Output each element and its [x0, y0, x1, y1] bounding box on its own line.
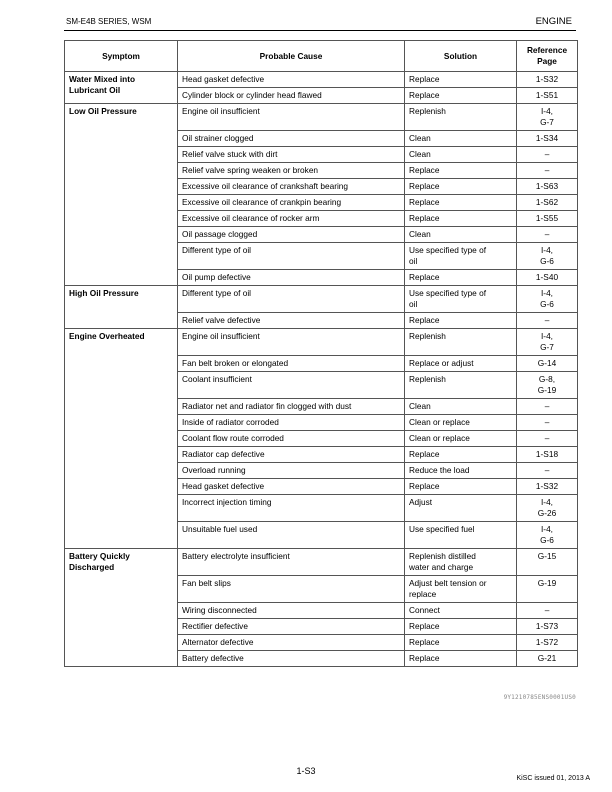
symptom-cell: Engine Overheated: [65, 329, 178, 549]
cause-cell: Excessive oil clearance of crankpin bearing: [178, 195, 405, 211]
solution-cell: Replenish distilled water and charge: [405, 549, 517, 576]
reference-cell: –: [517, 463, 578, 479]
reference-cell: 1-S40: [517, 270, 578, 286]
reference-cell: –: [517, 147, 578, 163]
cause-cell: Incorrect injection timing: [178, 495, 405, 522]
reference-cell: I-4, G-26: [517, 495, 578, 522]
cause-cell: Battery defective: [178, 651, 405, 667]
reference-cell: –: [517, 415, 578, 431]
cause-cell: Oil passage clogged: [178, 227, 405, 243]
reference-cell: I-4, G-7: [517, 329, 578, 356]
solution-cell: Replace: [405, 651, 517, 667]
solution-cell: Replenish: [405, 104, 517, 131]
table-row: [65, 104, 578, 131]
reference-cell: I-4, G-6: [517, 522, 578, 549]
reference-cell: 1-S72: [517, 635, 578, 651]
cause-cell: Rectifier defective: [178, 619, 405, 635]
symptom-cell: High Oil Pressure: [65, 286, 178, 329]
cause-cell: Oil strainer clogged: [178, 131, 405, 147]
reference-cell: 1-S73: [517, 619, 578, 635]
troubleshooting-table: [64, 40, 578, 667]
cause-cell: Fan belt slips: [178, 576, 405, 603]
column-header-reference-page: Reference Page: [517, 41, 578, 72]
header-section: ENGINE: [535, 16, 572, 27]
cause-cell: Alternator defective: [178, 635, 405, 651]
cause-cell: Relief valve defective: [178, 313, 405, 329]
cause-cell: Battery electrolyte insufficient: [178, 549, 405, 576]
document-code: 9Y1210785ENS0001US0: [503, 694, 576, 701]
reference-cell: G-8, G-19: [517, 372, 578, 399]
reference-cell: 1-S32: [517, 479, 578, 495]
solution-cell: Replace: [405, 619, 517, 635]
reference-cell: I-4, G-6: [517, 243, 578, 270]
reference-cell: 1-S62: [517, 195, 578, 211]
cause-cell: Engine oil insufficient: [178, 329, 405, 356]
solution-cell: Replace: [405, 447, 517, 463]
cause-cell: Coolant insufficient: [178, 372, 405, 399]
cause-cell: Relief valve stuck with dirt: [178, 147, 405, 163]
reference-cell: 1-S55: [517, 211, 578, 227]
cause-cell: Coolant flow route corroded: [178, 431, 405, 447]
solution-cell: Reduce the load: [405, 463, 517, 479]
solution-cell: Replace or adjust: [405, 356, 517, 372]
table-row: [65, 72, 578, 88]
solution-cell: Connect: [405, 603, 517, 619]
solution-cell: Replace: [405, 179, 517, 195]
table-header-row: [65, 41, 578, 72]
cause-cell: Radiator net and radiator fin clogged with dust: [178, 399, 405, 415]
solution-cell: Clean: [405, 131, 517, 147]
column-header-solution: Solution: [405, 41, 517, 72]
solution-cell: Use specified type of oil: [405, 286, 517, 313]
cause-cell: Engine oil insufficient: [178, 104, 405, 131]
cause-cell: Head gasket defective: [178, 479, 405, 495]
cause-cell: Oil pump defective: [178, 270, 405, 286]
issue-info: KiSC issued 01, 2013 A: [516, 775, 590, 782]
table-row: [65, 286, 578, 313]
solution-cell: Replace: [405, 88, 517, 104]
solution-cell: Replace: [405, 270, 517, 286]
solution-cell: Replenish: [405, 329, 517, 356]
symptom-cell: Battery Quickly Discharged: [65, 549, 178, 667]
symptom-cell: Water Mixed into Lubricant Oil: [65, 72, 178, 104]
cause-cell: Fan belt broken or elongated: [178, 356, 405, 372]
reference-cell: –: [517, 313, 578, 329]
solution-cell: Replace: [405, 479, 517, 495]
table-body: [65, 72, 578, 667]
solution-cell: Clean: [405, 399, 517, 415]
solution-cell: Replace: [405, 313, 517, 329]
symptom-cell: Low Oil Pressure: [65, 104, 178, 286]
solution-cell: Clean or replace: [405, 415, 517, 431]
cause-cell: Overload running: [178, 463, 405, 479]
reference-cell: –: [517, 431, 578, 447]
reference-cell: 1-S51: [517, 88, 578, 104]
solution-cell: Clean or replace: [405, 431, 517, 447]
reference-cell: –: [517, 603, 578, 619]
solution-cell: Adjust: [405, 495, 517, 522]
solution-cell: Clean: [405, 147, 517, 163]
reference-cell: –: [517, 163, 578, 179]
reference-cell: G-14: [517, 356, 578, 372]
reference-cell: I-4, G-6: [517, 286, 578, 313]
reference-cell: 1-S34: [517, 131, 578, 147]
cause-cell: Head gasket defective: [178, 72, 405, 88]
cause-cell: Cylinder block or cylinder head flawed: [178, 88, 405, 104]
column-header-symptom: Symptom: [65, 41, 178, 72]
cause-cell: Excessive oil clearance of rocker arm: [178, 211, 405, 227]
reference-cell: –: [517, 399, 578, 415]
table-row: [65, 549, 578, 576]
header-rule: [64, 30, 576, 31]
solution-cell: Replace: [405, 72, 517, 88]
header-series: SM-E4B SERIES, WSM: [66, 17, 152, 26]
reference-cell: G-21: [517, 651, 578, 667]
cause-cell: Wiring disconnected: [178, 603, 405, 619]
table-row: [65, 329, 578, 356]
solution-cell: Replace: [405, 195, 517, 211]
cause-cell: Different type of oil: [178, 286, 405, 313]
solution-cell: Replace: [405, 635, 517, 651]
solution-cell: Use specified type of oil: [405, 243, 517, 270]
column-header-probable-cause: Probable Cause: [178, 41, 405, 72]
page-number: 1-S3: [296, 766, 316, 776]
cause-cell: Excessive oil clearance of crankshaft bearing: [178, 179, 405, 195]
reference-cell: G-19: [517, 576, 578, 603]
cause-cell: Radiator cap defective: [178, 447, 405, 463]
reference-cell: I-4, G-7: [517, 104, 578, 131]
cause-cell: Relief valve spring weaken or broken: [178, 163, 405, 179]
solution-cell: Replace: [405, 211, 517, 227]
solution-cell: Adjust belt tension or replace: [405, 576, 517, 603]
cause-cell: Inside of radiator corroded: [178, 415, 405, 431]
reference-cell: 1-S18: [517, 447, 578, 463]
reference-cell: 1-S63: [517, 179, 578, 195]
reference-cell: 1-S32: [517, 72, 578, 88]
reference-cell: –: [517, 227, 578, 243]
solution-cell: Replace: [405, 163, 517, 179]
solution-cell: Clean: [405, 227, 517, 243]
cause-cell: Unsuitable fuel used: [178, 522, 405, 549]
solution-cell: Use specified fuel: [405, 522, 517, 549]
reference-cell: G-15: [517, 549, 578, 576]
cause-cell: Different type of oil: [178, 243, 405, 270]
solution-cell: Replenish: [405, 372, 517, 399]
